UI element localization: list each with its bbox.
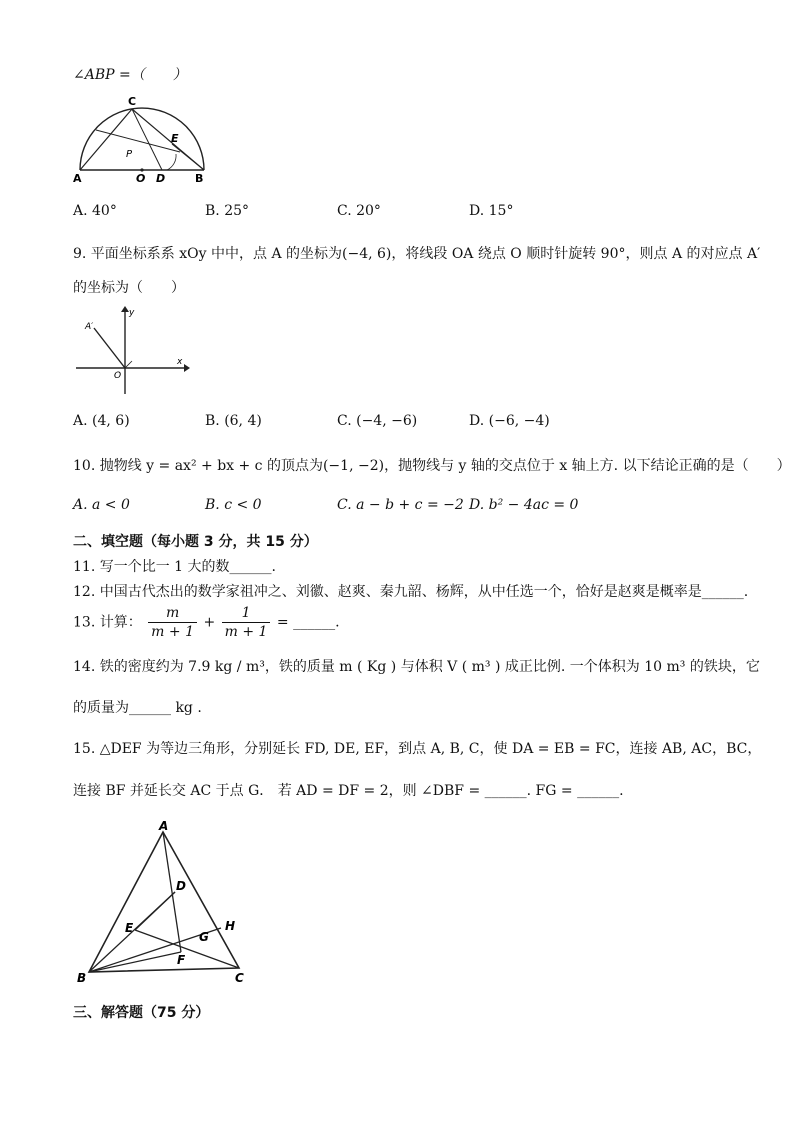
- q8-option-d: D. 15°: [469, 203, 514, 219]
- q15-label-c: C: [235, 971, 244, 985]
- q8-label-c: C: [128, 95, 137, 108]
- q13-den1: m + 1: [151, 624, 194, 640]
- q11-text: 11. 写一个比一 1 大的数______.: [73, 559, 276, 575]
- q9-option-b: B. (6, 4): [205, 413, 262, 429]
- q15-label-f: F: [177, 953, 186, 967]
- q9-option-d: D. (−6, −4): [469, 413, 550, 429]
- q9-label-a-prime: A′: [85, 322, 94, 332]
- q9-label-y: y: [129, 308, 135, 318]
- q13-prefix: 13. 计算：: [73, 614, 142, 631]
- q8-label-e: E: [171, 132, 179, 145]
- q8-option-a: A. 40°: [73, 203, 117, 219]
- q15-label-h: H: [225, 919, 236, 933]
- q8-option-c: C. 20°: [337, 203, 381, 219]
- q13-num1: m: [148, 604, 197, 623]
- q13-fraction-1: [148, 604, 197, 641]
- q13-line: [73, 604, 340, 641]
- q10-line: 10. 抛物线 y = ax² + bx + c 的顶点为(−1, −2)，抛物线与 y 轴的交点位于 x 轴上方. 以下结论正确的是（ ）: [73, 458, 791, 474]
- q9-label-x: x: [177, 357, 183, 367]
- q15-label-b: B: [77, 971, 87, 985]
- q8-label-p: P: [126, 149, 133, 160]
- q15-line1: 15. △DEF 为等边三角形，分别延长 FD, DE, EF，到点 A, B, C，使 DA = EB = FC，连接 AB, AC，BC，: [73, 741, 762, 757]
- q9-axes-figure: [72, 302, 192, 397]
- q14-line1: 14. 铁的密度约为 7.9 kg / m³，铁的质量 m ( Kg ) 与体积 V ( m³ ) 成正比例. 一个体积为 10 m³ 的铁块，它: [73, 659, 760, 675]
- q10-option-c: C. a − b + c = −2: [337, 497, 464, 513]
- q9-line1: 9. 平面坐标系系 xOy 中中，点 A 的坐标为(−4, 6)，将线段 OA 绕点 O 顺时针旋转 90°，则点 A 的对应点 A′: [73, 246, 761, 262]
- q8-label-a: A: [73, 172, 82, 185]
- q9-label-o: O: [114, 371, 122, 381]
- q9-option-a: A. (4, 6): [73, 413, 130, 429]
- q13-suffix: = ______.: [276, 614, 340, 631]
- q8-stem-tail: ∠ABP =（ ）: [73, 67, 187, 83]
- q13-plus: +: [203, 614, 216, 631]
- q9-option-c: C. (−4, −6): [337, 413, 418, 429]
- q15-label-g: G: [199, 930, 209, 944]
- section3-title: 三、解答题（75 分）: [73, 1005, 210, 1021]
- q10-option-d: D. b² − 4ac = 0: [469, 497, 579, 513]
- q13-den2: m + 1: [224, 624, 268, 640]
- q15-triangle-figure: [75, 818, 255, 988]
- q15-label-a: A: [159, 819, 169, 833]
- q8-label-o: O: [136, 172, 146, 185]
- section2-title: 二、填空题（每小题 3 分，共 15 分）: [73, 534, 318, 550]
- q12-text: 12. 中国古代杰出的数学家祖冲之、刘徽、赵爽、秦九韶、杨辉，从中任选一个，恰好是赵爽是概率是______.: [73, 584, 749, 600]
- q10-option-b: B. c < 0: [205, 497, 262, 513]
- q14-line2: 的质量为______ kg .: [73, 700, 202, 716]
- q15-line2: 连接 BF 并延长交 AC 于点 G． 若 AD = DF = 2，则 ∠DBF = ______. FG = ______.: [73, 783, 624, 799]
- q8-label-b: B: [195, 172, 204, 185]
- q13-num2: 1: [222, 604, 271, 623]
- q8-option-b: B. 25°: [205, 203, 250, 219]
- q8-semicircle-figure: [72, 92, 212, 184]
- q10-option-a: A. a < 0: [73, 497, 130, 513]
- q13-fraction-2: [222, 604, 271, 641]
- q8-label-d: D: [156, 172, 166, 185]
- q15-label-d: D: [176, 879, 186, 893]
- q9-line2: 的坐标为（ ）: [73, 280, 185, 296]
- q15-label-e: E: [125, 921, 134, 935]
